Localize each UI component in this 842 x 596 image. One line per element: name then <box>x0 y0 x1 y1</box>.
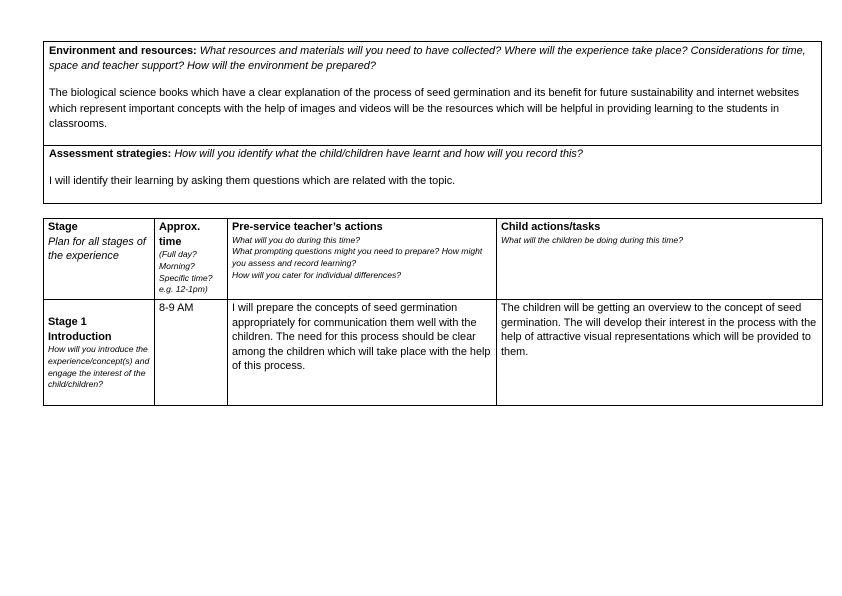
stage-header-cell <box>44 219 155 300</box>
environment-assessment-table <box>43 41 822 204</box>
teacher-header-cell <box>228 219 497 300</box>
teacher-actions-text: I will prepare the concepts of seed germination appropriately for communication them well with the children. The need for this process should be clear among the children which will take place with the help of this process. <box>232 302 491 373</box>
stage-header-subtitle: Plan for all stages of the experience <box>48 235 146 263</box>
child-actions-cell <box>497 300 823 406</box>
time-header-note: Specific time? <box>159 272 213 283</box>
child-actions-text: The children will be getting an overview to the concept of seed germination. The will develop their interest in the process with the help of attractive visual representations which will be provided to them. <box>501 302 817 358</box>
assessment-question: How will you identify what the child/children have learnt and how will you record this? <box>174 148 583 160</box>
assessment-heading: Assessment strategies: <box>49 148 172 160</box>
assessment-prompt <box>49 147 816 162</box>
assessment-answer: I will identify their learning by asking them questions which are related with the topic. <box>49 175 456 188</box>
environment-question: What resources and materials will you need to have collected? Where will the experience take place? Considerations for time, space and teacher support? How will the environment be prepared? <box>49 45 806 73</box>
time-value: 8-9 AM <box>159 302 194 314</box>
environment-answer: The biological science books which have a clear explanation of the process of seed germination and its benefit for future sustainability and internet websites which represent important concepts with the help of images and videos will be the resources which will be helpful in providing learning to the students in classrooms. <box>49 87 800 130</box>
stage-title: Stage 1 Introduction <box>48 316 112 343</box>
time-cell <box>155 300 228 406</box>
environment-prompt <box>49 44 816 74</box>
stage-header-title: Stage <box>48 221 78 233</box>
time-header-note: Morning? <box>159 260 195 271</box>
teacher-header-note: How will you cater for individual differences? <box>232 269 402 280</box>
teacher-header-note: What prompting questions might you need to prepare? How might you assess and record learning? <box>232 246 483 268</box>
time-header-title: Approx. time <box>159 221 201 248</box>
teacher-header-title: Pre-service teacher’s actions <box>232 221 383 233</box>
plan-table-header-row <box>44 219 823 300</box>
child-header-note: What will the children be doing during this time? <box>501 234 683 245</box>
time-header-cell <box>155 219 228 300</box>
child-header-cell <box>497 219 823 300</box>
plan-table <box>43 218 823 406</box>
stage-note: How will you introduce the experience/concept(s) and engage the interest of the child/children? <box>48 344 150 390</box>
assessment-section <box>44 146 821 203</box>
table-row <box>44 300 823 406</box>
time-header-note: e.g. 12-1pm) <box>159 284 208 295</box>
child-header-title: Child actions/tasks <box>501 221 601 233</box>
teacher-actions-cell <box>228 300 497 406</box>
stage-cell <box>44 300 155 406</box>
teacher-header-note: What will you do during this time? <box>232 234 361 245</box>
environment-heading: Environment and resources: <box>49 45 197 57</box>
environment-section <box>44 42 821 146</box>
time-header-note: (Full day? <box>159 249 197 260</box>
